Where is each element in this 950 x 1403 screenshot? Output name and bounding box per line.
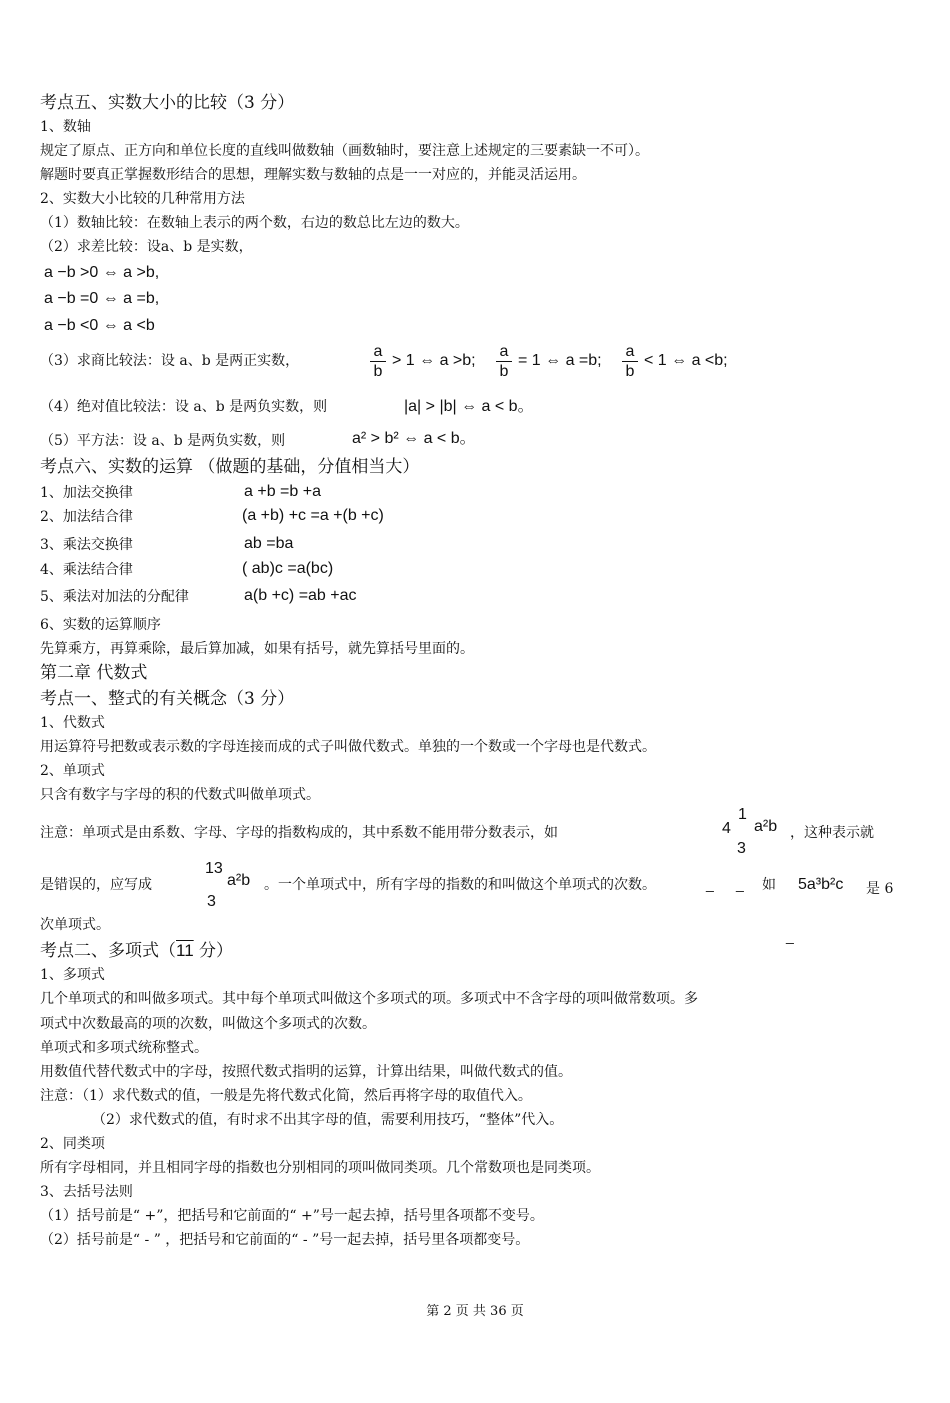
- rule: （1）括号前是“ +”，把括号和它前面的“ +”号一起去掉，括号里各项都不变号。: [40, 1208, 544, 1224]
- subheading: 3、去括号法则: [40, 1184, 133, 1200]
- law-name: 1、加法交换律: [40, 485, 133, 501]
- paragraph: （3）求商比较法：设 a、b 是两正实数，: [40, 353, 300, 369]
- numerator: a: [622, 342, 638, 362]
- paragraph: 。一个单项式中，所有字母的指数的和叫做这个单项式的次数。: [264, 877, 656, 893]
- chapter-title: 第二章 代数式: [40, 663, 148, 683]
- paragraph: （1）数轴比较：在数轴上表示的两个数，右边的数总比左边的数大。: [40, 215, 469, 231]
- law-name: 3、乘法交换律: [40, 537, 133, 553]
- paragraph: ，这种表示就: [790, 825, 874, 841]
- score-overline: 11: [176, 941, 194, 960]
- paragraph: 如: [762, 877, 776, 893]
- monomial: a²b: [754, 818, 778, 835]
- fraction-numerator: 13: [205, 860, 223, 877]
- denominator: b: [625, 363, 635, 380]
- page-footer: 第 2 页 共 36 页: [426, 1304, 524, 1319]
- paragraph: 解题时要真正掌握数形结合的思想，理解实数与数轴的点是一一对应的，并能灵活运用。: [40, 167, 586, 183]
- paragraph: 注意：单项式是由系数、字母、字母的指数构成的，其中系数不能用带分数表示，如: [40, 825, 558, 841]
- fraction: [370, 342, 386, 381]
- law-name: 2、加法结合律: [40, 509, 133, 525]
- paragraph: 次单项式。: [40, 917, 110, 933]
- section-title: 考点五、实数大小的比较（3 分）: [40, 93, 295, 113]
- denominator: b: [499, 363, 509, 380]
- formula: a −b =0 ⇔ a =b,: [44, 290, 160, 307]
- numerator: a: [496, 342, 512, 362]
- law-formula: a(b +c) =ab +ac: [244, 587, 357, 604]
- mixed-number-denominator: 3: [737, 840, 746, 857]
- paragraph: 规定了原点、正方向和单位长度的直线叫做数轴（画数轴时，要注意上述规定的三要素缺一不可）。: [40, 143, 649, 159]
- formula: > 1 ⇔ a >b;: [392, 352, 476, 369]
- paragraph: （2）求差比较：设a、b 是实数，: [40, 239, 253, 255]
- subheading: 2、同类项: [40, 1136, 105, 1152]
- subheading: 2、实数大小比较的几种常用方法: [40, 191, 245, 207]
- law-formula: ( ab)c =a(bc): [242, 560, 334, 577]
- paragraph: （5）平方法：设 a、b 是两负实数，则: [40, 433, 286, 449]
- formula: |a| > |b| ⇔ a < b。: [404, 398, 534, 415]
- formula: = 1 ⇔ a =b;: [518, 352, 602, 369]
- mixed-number-numerator: 1: [738, 806, 747, 823]
- blank-line: _: [736, 876, 744, 892]
- law-name: 4、乘法结合律: [40, 562, 133, 578]
- law-formula: a +b =b +a: [244, 483, 321, 500]
- subheading: 1、代数式: [40, 715, 105, 731]
- subheading: 2、单项式: [40, 763, 105, 779]
- monomial: 5a³b²c: [798, 876, 844, 893]
- subheading: 1、多项式: [40, 967, 105, 983]
- formula: a −b <0 ⇔ a <b: [44, 317, 155, 334]
- formula: < 1 ⇔ a <b;: [644, 352, 728, 369]
- numerator: a: [370, 342, 386, 362]
- fraction: [622, 342, 638, 381]
- note: 注意：（1）求代数式的值，一般是先将代数式化简，然后再将字母的取值代入。: [40, 1088, 532, 1104]
- section-title: [40, 940, 233, 962]
- section-title: 考点一、整式的有关概念（3 分）: [40, 689, 295, 709]
- paragraph: （4）绝对值比较法：设 a、b 是两负实数，则: [40, 399, 328, 415]
- formula: a −b >0 ⇔ a >b,: [44, 264, 160, 281]
- section-title: 考点六、实数的运算 （做题的基础，分值相当大）: [40, 457, 420, 477]
- paragraph: 所有字母相同，并且相同字母的指数也分别相同的项叫做同类项。几个常数项也是同类项。: [40, 1160, 600, 1176]
- section-title-text: 考点二、多项式（: [40, 941, 176, 961]
- paragraph: 单项式和多项式统称整式。: [40, 1040, 208, 1056]
- blank-line: _: [706, 876, 714, 892]
- paragraph: 用运算符号把数或表示数的字母连接而成的式子叫做代数式。单独的一个数或一个字母也是代数式。: [40, 739, 656, 755]
- section-title-tail: 分）: [193, 941, 234, 961]
- law-formula: (a +b) +c =a +(b +c): [242, 507, 384, 524]
- subheading: 1、数轴: [40, 119, 91, 135]
- mixed-number-whole: 4: [722, 820, 731, 837]
- rule: （2）括号前是“ - ” ，把括号和它前面的“ - ”号一起去掉，括号里各项都变号。: [40, 1232, 530, 1248]
- paragraph: 先算乘方，再算乘除，最后算加减，如果有括号，就先算括号里面的。: [40, 641, 474, 657]
- note: （2）求代数式的值，有时求不出其字母的值，需要利用技巧，“整体”代入。: [92, 1112, 564, 1128]
- denominator: b: [373, 363, 383, 380]
- law-name: 5、乘法对加法的分配律: [40, 589, 189, 605]
- blank-line: _: [786, 928, 794, 944]
- paragraph: 用数值代替代数式中的字母，按照代数式指明的运算，计算出结果，叫做代数式的值。: [40, 1064, 572, 1080]
- fraction: [496, 342, 512, 381]
- paragraph: 是错误的，应写成: [40, 877, 152, 893]
- paragraph: 只含有数字与字母的积的代数式叫做单项式。: [40, 787, 320, 803]
- law-formula: ab =ba: [244, 535, 294, 552]
- fraction-denominator: 3: [207, 893, 216, 910]
- formula: a² > b² ⇔ a < b。: [352, 430, 476, 447]
- monomial: a²b: [227, 872, 251, 889]
- paragraph: 几个单项式的和叫做多项式。其中每个单项式叫做这个多项式的项。多项式中不含字母的项叫做常数项。多: [40, 991, 698, 1007]
- paragraph: 是 6: [866, 881, 894, 897]
- subheading: 6、实数的运算顺序: [40, 617, 161, 633]
- paragraph: 项式中次数最高的项的次数，叫做这个多项式的次数。: [40, 1016, 376, 1032]
